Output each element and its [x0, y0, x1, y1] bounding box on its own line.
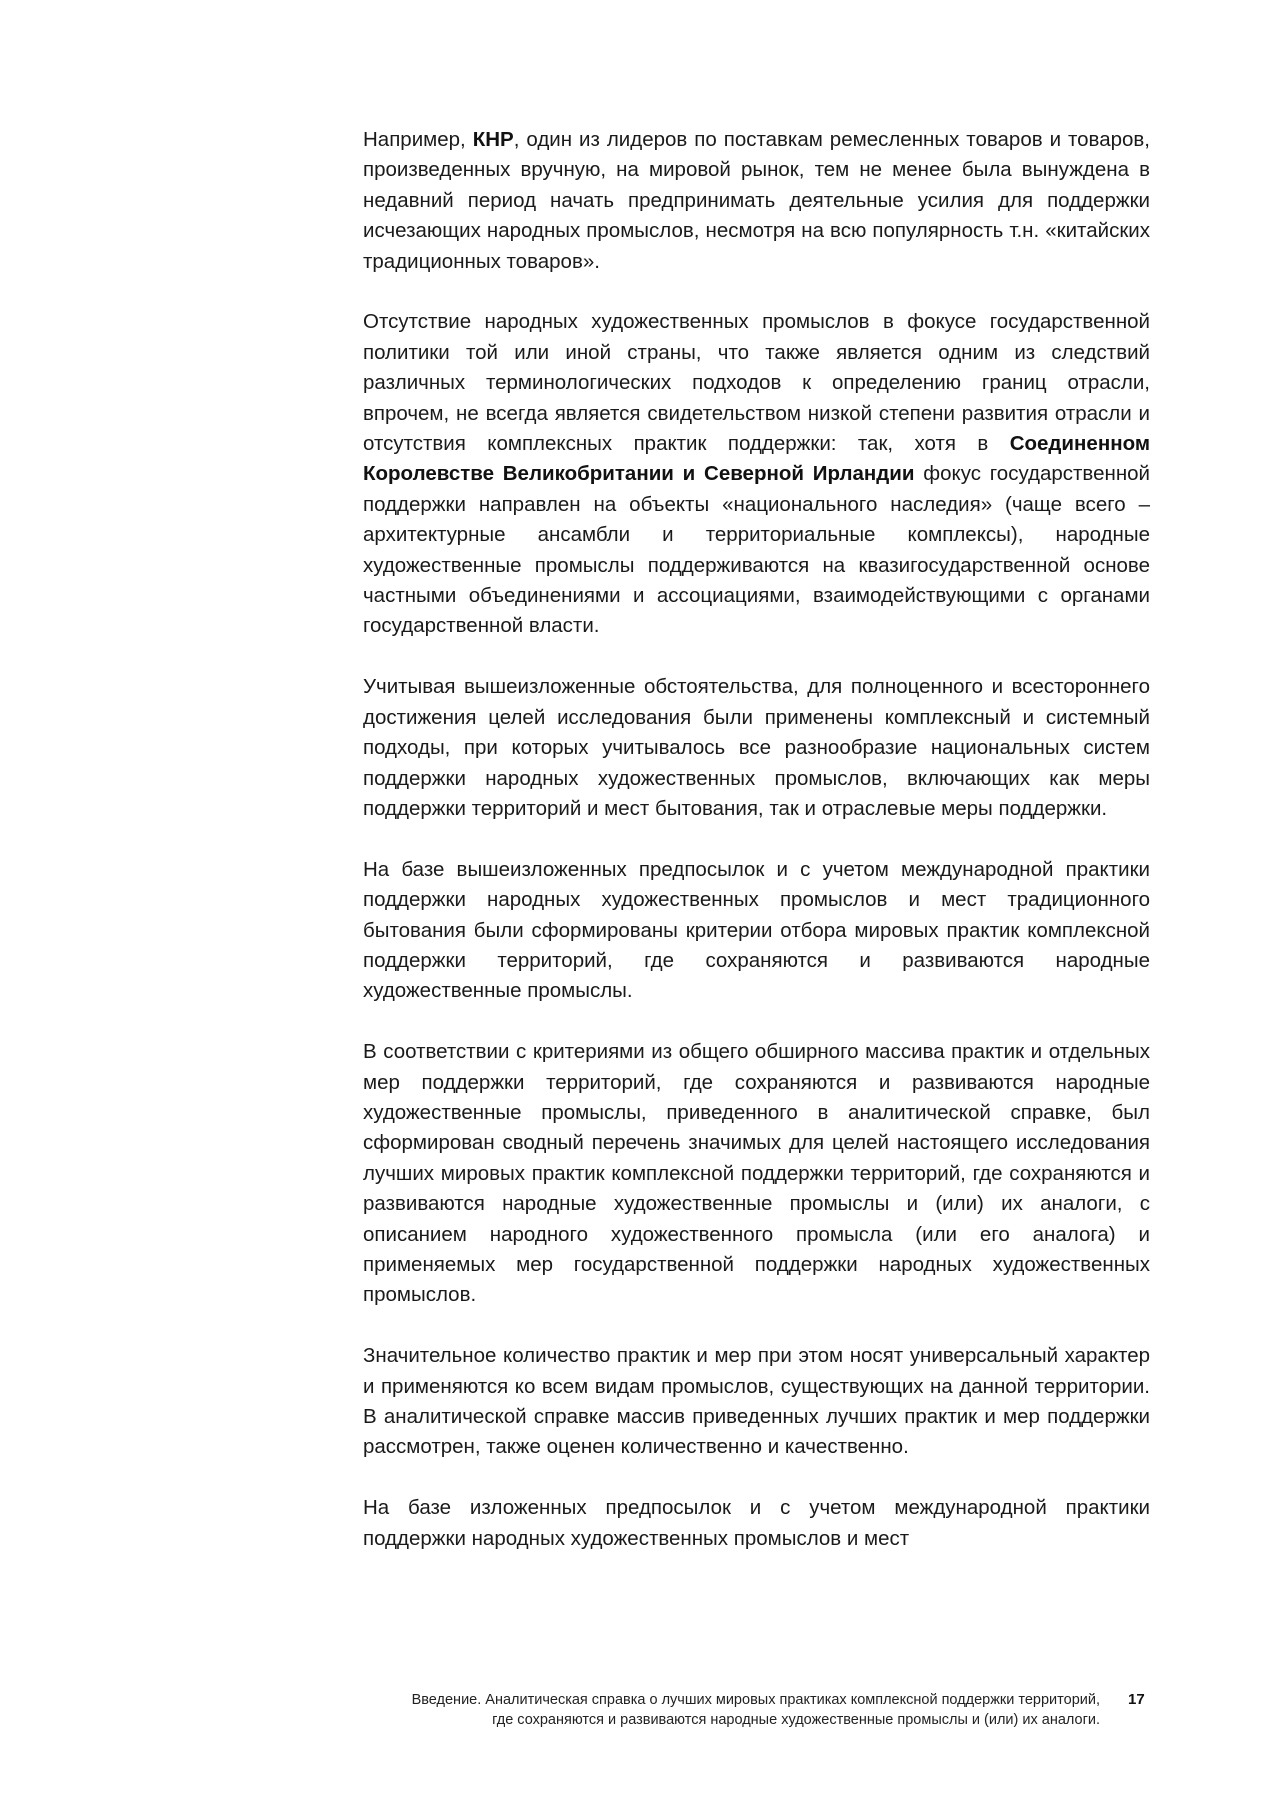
- page-number: 17: [1128, 1691, 1145, 1708]
- text-run: Отсутствие народных художественных промыслов в фокусе государственной политики той или иной страны, что также является одним из следствий различных терминологических подходов к определению границ отрасли, впрочем, не всегда является свидетельством низкой степени развития отрасли и отсутствия комплексных практик поддержки: так, хотя в: [363, 310, 1150, 456]
- text-run: На базе изложенных предпосылок и с учетом международной практики поддержки народных художественных промыслов и мест: [363, 1496, 1150, 1550]
- paragraph: [363, 855, 1150, 1007]
- paragraph: [363, 1341, 1150, 1463]
- text-run: , один из лидеров по поставкам ремесленных товаров и товаров, произведенных вручную, на мировой рынок, тем не менее была вынуждена в недавний период начать предпринимать деятельные усилия для поддержки исчезающих народных промыслов, несмотря на всю популярность т.н. «китайских традиционных товаров».: [363, 128, 1150, 273]
- running-footer: [330, 1690, 1100, 1730]
- body-text: [363, 125, 1150, 1584]
- text-run: Учитывая вышеизложенные обстоятельства, для полноценного и всестороннего достижения целей исследования были применены комплексный и системный подходы, при которых учитывалось все разнообразие национальных систем поддержки народных художественных промыслов, включающих как меры поддержки территорий и мест бытования, так и отраслевые меры поддержки.: [363, 675, 1150, 820]
- paragraph: [363, 672, 1150, 824]
- footer-line-1: Введение. Аналитическая справка о лучших мировых практиках комплексной поддержки территорий,: [411, 1692, 1100, 1708]
- footer-line-2: где сохраняются и развиваются народные художественные промыслы и (или) их аналоги.: [492, 1712, 1100, 1728]
- paragraph: [363, 1493, 1150, 1554]
- bold-emphasis: Соединенном Королевстве Великобритании и Северной Ирландии: [363, 432, 1150, 486]
- text-run: Значительное количество практик и мер при этом носят универсальный характер и применяются ко всем видам промыслов, существующих на данной территории. В аналитической справке массив приведенных лучших практик и мер поддержки рассмотрен, также оценен количественно и качественно.: [363, 1344, 1150, 1459]
- text-run: Например,: [363, 128, 473, 151]
- text-run: фокус государственной поддержки направлен на объекты «национального наследия» (чаще всего – архитектурные ансамбли и территориальные комплексы), народные художественные промыслы поддерживаются на квазигосударственной основе частными объединениями и ассоциациями, взаимодействующими с органами государственной власти.: [363, 462, 1150, 638]
- text-run: В соответствии с критериями из общего обширного массива практик и отдельных мер поддержки территорий, где сохраняются и развиваются народные художественные промыслы, приведенного в аналитической справке, был сформирован сводный перечень значимых для целей настоящего исследования лучших мировых практик комплексной поддержки территорий, где сохраняются и развиваются народные художественные промыслы и (или) их аналоги, с описанием народного художественного промысла (или его аналога) и применяемых мер государственной поддержки народных художественных промыслов.: [363, 1040, 1150, 1307]
- paragraph: [363, 307, 1150, 641]
- paragraph: [363, 125, 1150, 277]
- paragraph: [363, 1037, 1150, 1311]
- text-run: На базе вышеизложенных предпосылок и с учетом международной практики поддержки народных художественных промыслов и мест традиционного бытования были сформированы критерии отбора мировых практик комплексной поддержки территорий, где сохраняются и развиваются народные художественные промыслы.: [363, 857, 1150, 1003]
- bold-emphasis: КНР: [472, 128, 514, 151]
